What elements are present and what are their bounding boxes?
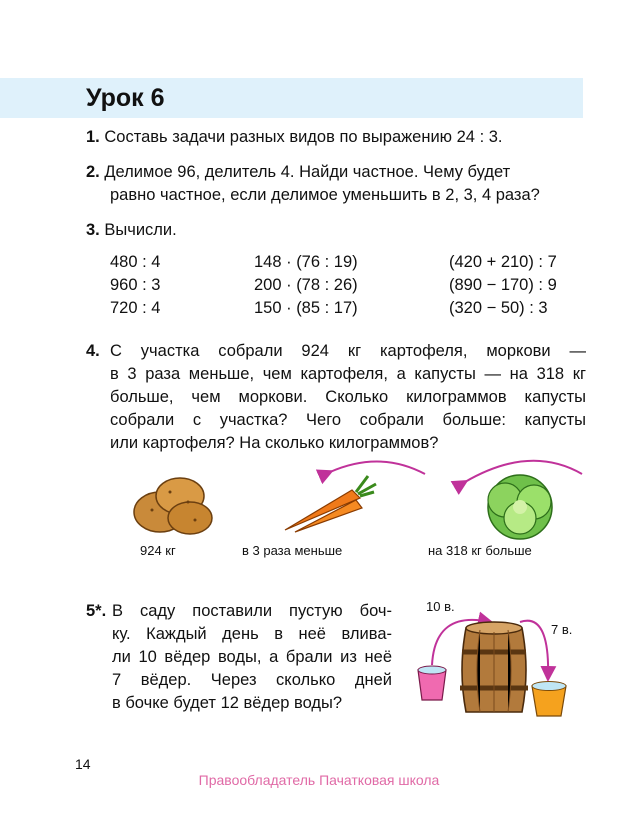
- expression: (420 + 210) : 7: [449, 253, 557, 271]
- expression: 960 : 3: [110, 276, 161, 294]
- caption-cabbage: на 318 кг больше: [428, 543, 532, 558]
- expression: 480 : 4: [110, 253, 161, 271]
- orange-bucket-icon: [532, 682, 566, 717]
- expression: 148 · (76 : 19): [254, 253, 358, 271]
- task-4-line: С участка собрали 924 кг картофеля, моркови —: [110, 342, 586, 360]
- cabbage-icon: [488, 475, 552, 539]
- carrot-icon: [285, 476, 376, 532]
- task-1-text: Составь задачи разных видов по выражению 24 : 3.: [104, 128, 503, 146]
- lesson-title: Урок 6: [86, 84, 165, 112]
- task-5-line: В саду поставили пустую боч-: [112, 602, 392, 620]
- task-4-line: собрали с участка? Чего собрали больше: капусты: [110, 411, 586, 429]
- task-3-text: Вычисли.: [104, 221, 177, 239]
- task-5-line: 7 вёдер. Через сколько дней: [112, 671, 392, 689]
- task-2: [86, 161, 586, 207]
- task-5: [86, 600, 392, 715]
- task-5-line: в бочке будет 12 вёдер воды?: [112, 694, 343, 712]
- task-5-line: ку. Каждый день в неё влива-: [112, 625, 392, 643]
- task-3: [86, 219, 177, 242]
- task-4-line: в 3 раза меньше, чем картофеля, а капусты — на 318 кг: [110, 365, 586, 383]
- task-3-column-2: [254, 251, 358, 320]
- expression: (320 − 50) : 3: [449, 299, 548, 317]
- task-4-line: больше, чем моркови. Сколько килограммов капусты: [110, 388, 586, 406]
- task-3-column-1: [110, 251, 160, 320]
- arrow-potato-to-carrot: [330, 461, 425, 474]
- expression: (890 − 170) : 9: [449, 276, 557, 294]
- task-2-line-1: Делимое 96, делитель 4. Найди частное. Чему будет: [104, 163, 511, 181]
- expression: 150 · (85 : 17): [254, 299, 358, 317]
- task-3-column-3: [449, 251, 557, 320]
- label-pour-in: 10 в.: [426, 599, 455, 614]
- potato-icon: [134, 478, 212, 534]
- expression: 720 : 4: [110, 299, 161, 317]
- footer-watermark: Правообладатель Пачатковая школа: [198, 772, 440, 788]
- task-1: [86, 126, 503, 149]
- task-2-line-2: равно частное, если делимое уменьшить в 2, 3, 4 раза?: [110, 186, 540, 204]
- task-3-number: 3.: [86, 221, 100, 239]
- caption-potato: 924 кг: [140, 543, 176, 558]
- task-5-illustration: [410, 600, 585, 730]
- caption-carrot: в 3 раза меньше: [242, 543, 343, 558]
- task-1-number: 1.: [86, 128, 100, 146]
- barrel-icon: [460, 622, 528, 712]
- page-number: 14: [75, 756, 91, 772]
- task-2-number: 2.: [86, 163, 100, 181]
- task-4-line: или картофеля? На сколько килограммов?: [110, 434, 439, 452]
- task-5-line: ли 10 вёдер воды, а брали из неё: [112, 648, 392, 666]
- task-4-number: 4.: [86, 342, 100, 360]
- label-pour-out: 7 в.: [551, 622, 573, 637]
- task-5-number: 5*.: [86, 602, 107, 620]
- task-4-illustration: [120, 452, 590, 542]
- expression: 200 · (78 : 26): [254, 276, 358, 294]
- pink-bucket-icon: [418, 666, 446, 700]
- task-4: [86, 340, 586, 455]
